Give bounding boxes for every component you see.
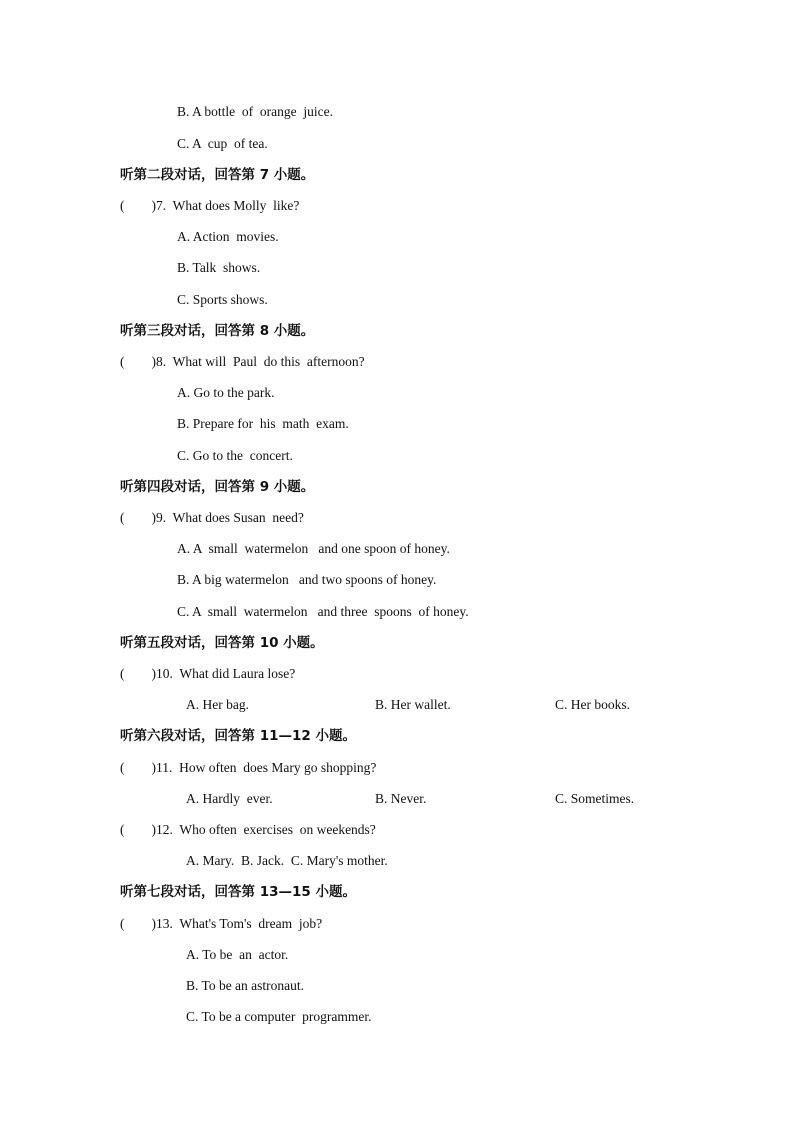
section-heading-6: 听第六段对话，回答第 11—12 小题。 (120, 728, 356, 744)
answer-blank[interactable]: ( ) (120, 354, 156, 369)
section-heading-3: 听第三段对话，回答第 8 小题。 (120, 323, 315, 339)
answer-blank[interactable]: ( ) (120, 822, 156, 837)
q11-option-b: B. Never. (375, 791, 427, 806)
question-12-text: 12. Who often exercises on weekends? (156, 822, 376, 837)
q12-options: A. Mary. B. Jack. C. Mary's mother. (186, 853, 388, 868)
question-7 (120, 197, 299, 215)
q9-option-a: A. A small watermelon and one spoon of honey. (177, 541, 450, 556)
section-heading-7: 听第七段对话，回答第 13—15 小题。 (120, 884, 356, 900)
answer-blank[interactable]: ( ) (120, 666, 156, 681)
question-8 (120, 353, 365, 371)
q11-option-c: C. Sometimes. (555, 791, 635, 806)
question-8-text: 8. What will Paul do this afternoon? (156, 354, 365, 369)
section-heading-2: 听第二段对话，回答第 7 小题。 (120, 167, 315, 183)
q10-option-a: A. Her bag. (186, 697, 249, 712)
q7-option-c: C. Sports shows. (177, 292, 268, 307)
answer-blank[interactable]: ( ) (120, 198, 156, 213)
q9-option-b: B. A big watermelon and two spoons of honey. (177, 572, 437, 587)
question-7-text: 7. What does Molly like? (156, 198, 300, 213)
section-heading-5: 听第五段对话，回答第 10 小题。 (120, 635, 324, 651)
q7-option-b: B. Talk shows. (177, 260, 261, 275)
question-10 (120, 665, 295, 683)
question-10-text: 10. What did Laura lose? (156, 666, 296, 681)
q10-option-b: B. Her wallet. (375, 697, 451, 712)
question-13-text: 13. What's Tom's dream job? (156, 916, 323, 931)
q13-option-b: B. To be an astronaut. (186, 978, 305, 993)
q13-option-a: A. To be an actor. (186, 947, 289, 962)
q7-option-a: A. Action movies. (177, 229, 279, 244)
q9-option-c: C. A small watermelon and three spoons of honey. (177, 604, 469, 619)
question-13 (120, 915, 322, 933)
q10-option-c: C. Her books. (555, 697, 630, 712)
q8-option-b: B. Prepare for his math exam. (177, 416, 349, 431)
question-9 (120, 509, 304, 527)
q6-option-c: C. A cup of tea. (177, 136, 268, 151)
question-12 (120, 821, 376, 839)
q8-option-a: A. Go to the park. (177, 385, 275, 400)
q13-option-c: C. To be a computer programmer. (186, 1009, 372, 1024)
question-11 (120, 759, 376, 777)
question-9-text: 9. What does Susan need? (156, 510, 304, 525)
answer-blank[interactable]: ( ) (120, 916, 156, 931)
q6-option-b: B. A bottle of orange juice. (177, 104, 333, 119)
answer-blank[interactable]: ( ) (120, 760, 156, 775)
q11-option-a: A. Hardly ever. (186, 791, 273, 806)
section-heading-4: 听第四段对话，回答第 9 小题。 (120, 479, 315, 495)
answer-blank[interactable]: ( ) (120, 510, 156, 525)
q8-option-c: C. Go to the concert. (177, 448, 293, 463)
question-11-text: 11. How often does Mary go shopping? (156, 760, 377, 775)
